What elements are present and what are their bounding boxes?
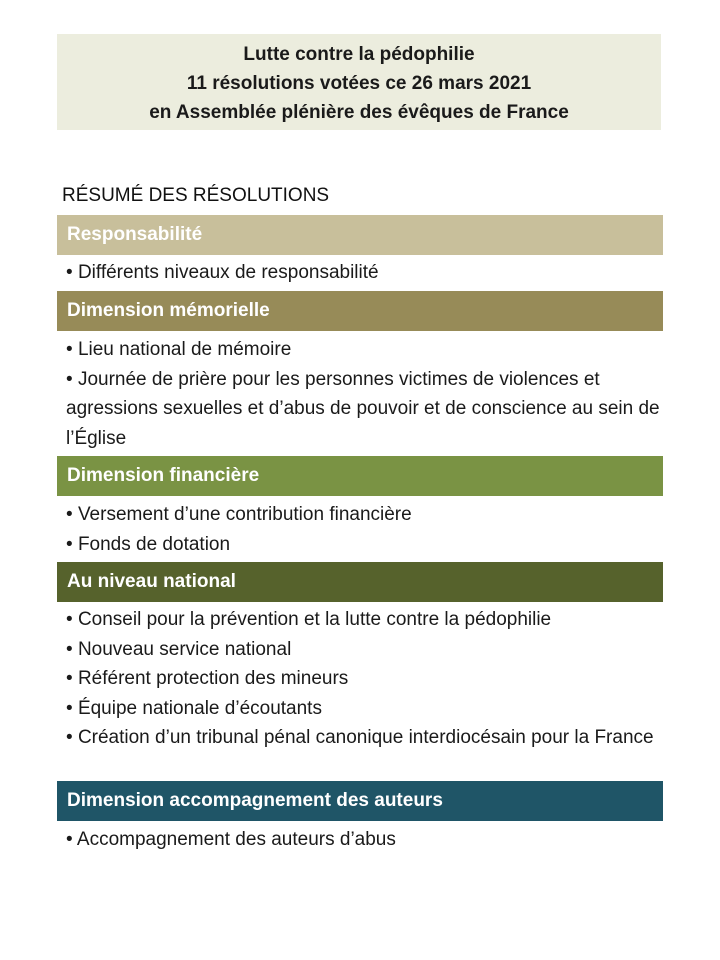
list-item: • Nouveau service national [66,638,292,660]
title-box [57,34,661,130]
list-item: • Journée de prière pour les personnes victimes de violences et agressions sexuelles et d’abus de pouvoir et de conscience au sein de l’Église [66,368,660,449]
bullet-icon: • [66,668,73,689]
bullet-icon: • [66,727,73,748]
section-heading-dimension-financiere: Dimension financière [57,456,663,496]
section-items-dimension-memorielle [66,335,666,453]
section-items-dimension-accompagnement [66,825,666,855]
title-line-1: Lutte contre la pédophilie [243,44,475,65]
bullet-icon: • [66,829,73,850]
title-line-2: 11 résolutions votées ce 26 mars 2021 [186,73,532,94]
list-item: • Versement d’une contribution financière [66,504,412,525]
bullet-icon: • [66,262,73,283]
bullet-icon: • [66,609,73,630]
title-line-3: en Assemblée plénière des évêques de France [149,102,569,123]
list-item: • Fonds de dotation [66,533,231,555]
list-item: • Équipe nationale d’écoutants [66,697,322,719]
list-item: • Différents niveaux de responsabilité [66,262,379,283]
section-heading-au-niveau-national: Au niveau national [57,562,663,602]
section-items-au-niveau-national [66,605,666,753]
list-item: • Conseil pour la prévention et la lutte contre la pédophilie [66,609,552,630]
bullet-icon: • [66,638,73,660]
list-item: • Référent protection des mineurs [66,668,349,689]
section-heading-responsabilite: Responsabilité [57,215,663,255]
list-item: • Accompagnement des auteurs d’abus [66,829,396,850]
list-item: • Lieu national de mémoire [66,339,292,360]
bullet-icon: • [66,504,73,525]
section-heading-dimension-accompagnement: Dimension accompagnement des auteurs [57,781,663,821]
list-item: • Création d’un tribunal pénal canonique interdiocésain pour la France [66,727,654,748]
summary-heading: RÉSUMÉ DES RÉSOLUTIONS [62,185,330,206]
bullet-icon: • [66,339,73,360]
bullet-icon: • [66,697,73,719]
section-items-dimension-financiere [66,500,666,559]
section-items-responsabilite [66,258,666,288]
bullet-icon: • [66,368,73,390]
bullet-icon: • [66,533,73,555]
section-heading-dimension-memorielle: Dimension mémorielle [57,291,663,331]
